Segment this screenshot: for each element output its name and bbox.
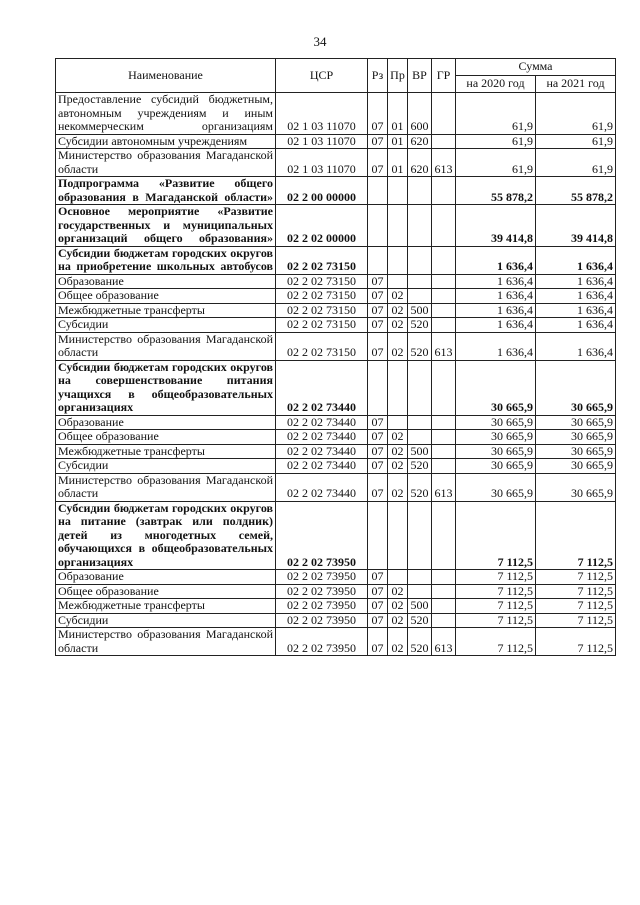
cell-csr: 02 2 02 73950 <box>276 570 368 585</box>
cell-sum-2021: 39 414,8 <box>536 205 616 247</box>
cell-csr: 02 2 02 73440 <box>276 473 368 501</box>
cell-sum-2021: 30 665,9 <box>536 473 616 501</box>
table-row <box>56 570 616 585</box>
cell-csr: 02 2 02 73150 <box>276 289 368 304</box>
cell-vr: 520 <box>408 613 432 628</box>
cell-sum-2021: 1 636,4 <box>536 289 616 304</box>
cell-vr <box>408 205 432 247</box>
cell-sum-2020: 61,9 <box>456 134 536 149</box>
cell-sum-2020: 7 112,5 <box>456 599 536 614</box>
table-row <box>56 177 616 205</box>
cell-rz: 07 <box>368 459 388 474</box>
cell-name: Подпрограмма «Развитие общего образования в Магаданской области» <box>56 177 276 205</box>
cell-sum-2021: 55 878,2 <box>536 177 616 205</box>
cell-vr <box>408 430 432 445</box>
cell-gr <box>432 177 456 205</box>
cell-pr: 02 <box>388 613 408 628</box>
cell-sum-2020: 30 665,9 <box>456 415 536 430</box>
cell-sum-2021: 7 112,5 <box>536 628 616 656</box>
cell-sum-2020: 1 636,4 <box>456 332 536 360</box>
cell-rz <box>368 177 388 205</box>
cell-pr: 02 <box>388 289 408 304</box>
table-row <box>56 134 616 149</box>
cell-sum-2020: 1 636,4 <box>456 289 536 304</box>
cell-vr <box>408 360 432 415</box>
cell-gr <box>432 303 456 318</box>
table-row <box>56 360 616 415</box>
cell-gr <box>432 584 456 599</box>
cell-name: Субсидии бюджетам городских округов на совершенствование питания учащихся в общеобразовательных организациях <box>56 360 276 415</box>
cell-pr: 02 <box>388 318 408 333</box>
cell-pr: 01 <box>388 93 408 135</box>
header-year-2020: на 2020 год <box>456 76 536 93</box>
cell-sum-2021: 30 665,9 <box>536 360 616 415</box>
cell-rz: 07 <box>368 444 388 459</box>
header-year-2021: на 2021 год <box>536 76 616 93</box>
cell-rz: 07 <box>368 289 388 304</box>
cell-csr: 02 2 02 73950 <box>276 501 368 570</box>
cell-vr: 520 <box>408 473 432 501</box>
budget-table <box>55 58 616 656</box>
cell-name: Общее образование <box>56 430 276 445</box>
cell-csr: 02 2 02 73150 <box>276 332 368 360</box>
cell-pr <box>388 501 408 570</box>
cell-pr <box>388 177 408 205</box>
cell-pr: 02 <box>388 473 408 501</box>
cell-sum-2020: 1 636,4 <box>456 274 536 289</box>
cell-sum-2021: 30 665,9 <box>536 415 616 430</box>
cell-rz: 07 <box>368 149 388 177</box>
cell-sum-2020: 7 112,5 <box>456 628 536 656</box>
cell-csr: 02 2 02 73440 <box>276 444 368 459</box>
cell-gr <box>432 274 456 289</box>
cell-gr <box>432 93 456 135</box>
header-sum: Сумма <box>456 59 616 76</box>
cell-rz: 07 <box>368 570 388 585</box>
cell-vr <box>408 246 432 274</box>
cell-vr: 520 <box>408 459 432 474</box>
cell-sum-2021: 1 636,4 <box>536 274 616 289</box>
cell-gr <box>432 613 456 628</box>
cell-gr: 613 <box>432 473 456 501</box>
cell-pr: 02 <box>388 584 408 599</box>
cell-pr <box>388 246 408 274</box>
cell-name: Субсидии <box>56 613 276 628</box>
cell-sum-2021: 7 112,5 <box>536 613 616 628</box>
cell-rz: 07 <box>368 613 388 628</box>
table-row <box>56 289 616 304</box>
cell-name: Основное мероприятие «Развитие государственных и муниципальных организаций общего образования» <box>56 205 276 247</box>
cell-vr: 620 <box>408 134 432 149</box>
cell-pr <box>388 415 408 430</box>
cell-gr <box>432 570 456 585</box>
cell-rz: 07 <box>368 332 388 360</box>
cell-sum-2021: 30 665,9 <box>536 444 616 459</box>
table-row <box>56 501 616 570</box>
cell-pr: 01 <box>388 149 408 177</box>
cell-name: Субсидии бюджетам городских округов на приобретение школьных автобусов <box>56 246 276 274</box>
cell-sum-2020: 30 665,9 <box>456 430 536 445</box>
cell-vr <box>408 177 432 205</box>
cell-name: Министерство образования Магаданской области <box>56 628 276 656</box>
cell-vr: 500 <box>408 599 432 614</box>
cell-pr <box>388 274 408 289</box>
cell-gr <box>432 430 456 445</box>
cell-vr <box>408 501 432 570</box>
cell-rz: 07 <box>368 599 388 614</box>
cell-csr: 02 2 02 73150 <box>276 303 368 318</box>
cell-sum-2020: 30 665,9 <box>456 459 536 474</box>
cell-csr: 02 2 02 00000 <box>276 205 368 247</box>
cell-vr: 520 <box>408 318 432 333</box>
table-row <box>56 303 616 318</box>
cell-name: Общее образование <box>56 584 276 599</box>
table-row <box>56 613 616 628</box>
cell-csr: 02 2 02 73150 <box>276 318 368 333</box>
cell-sum-2020: 7 112,5 <box>456 570 536 585</box>
cell-sum-2021: 7 112,5 <box>536 599 616 614</box>
cell-pr <box>388 570 408 585</box>
cell-sum-2021: 61,9 <box>536 134 616 149</box>
cell-sum-2021: 1 636,4 <box>536 318 616 333</box>
table-row <box>56 599 616 614</box>
table-body <box>56 93 616 656</box>
cell-name: Министерство образования Магаданской области <box>56 473 276 501</box>
cell-gr <box>432 501 456 570</box>
cell-gr <box>432 599 456 614</box>
cell-sum-2020: 39 414,8 <box>456 205 536 247</box>
cell-gr: 613 <box>432 628 456 656</box>
cell-name: Образование <box>56 570 276 585</box>
cell-name: Субсидии бюджетам городских округов на питание (завтрак или полдник) детей из многодетных семей, обучающихся в общеобразовательных организациях <box>56 501 276 570</box>
cell-sum-2020: 61,9 <box>456 93 536 135</box>
cell-rz: 07 <box>368 628 388 656</box>
cell-vr: 520 <box>408 332 432 360</box>
table-row <box>56 473 616 501</box>
cell-sum-2020: 30 665,9 <box>456 360 536 415</box>
cell-name: Министерство образования Магаданской области <box>56 332 276 360</box>
cell-csr: 02 2 02 73440 <box>276 430 368 445</box>
header-pr: Пр <box>388 59 408 93</box>
cell-name: Общее образование <box>56 289 276 304</box>
cell-sum-2021: 30 665,9 <box>536 430 616 445</box>
cell-csr: 02 2 02 73950 <box>276 584 368 599</box>
cell-rz <box>368 360 388 415</box>
cell-name: Предоставление субсидий бюджетным, автономным учреждениям и иным некоммерческим организациям <box>56 93 276 135</box>
cell-rz: 07 <box>368 430 388 445</box>
cell-sum-2020: 7 112,5 <box>456 584 536 599</box>
cell-vr: 620 <box>408 149 432 177</box>
cell-gr: 613 <box>432 332 456 360</box>
cell-name: Межбюджетные трансферты <box>56 444 276 459</box>
cell-csr: 02 2 02 73950 <box>276 628 368 656</box>
cell-pr: 02 <box>388 444 408 459</box>
cell-gr <box>432 134 456 149</box>
cell-pr <box>388 360 408 415</box>
cell-sum-2021: 30 665,9 <box>536 459 616 474</box>
cell-vr <box>408 415 432 430</box>
cell-pr: 02 <box>388 332 408 360</box>
cell-vr <box>408 274 432 289</box>
cell-pr: 02 <box>388 628 408 656</box>
cell-sum-2021: 1 636,4 <box>536 246 616 274</box>
cell-name: Межбюджетные трансферты <box>56 599 276 614</box>
table-row <box>56 93 616 135</box>
cell-name: Межбюджетные трансферты <box>56 303 276 318</box>
table-row <box>56 444 616 459</box>
cell-gr <box>432 289 456 304</box>
cell-csr: 02 1 03 11070 <box>276 93 368 135</box>
cell-sum-2021: 61,9 <box>536 93 616 135</box>
cell-sum-2020: 61,9 <box>456 149 536 177</box>
cell-rz: 07 <box>368 93 388 135</box>
cell-sum-2020: 55 878,2 <box>456 177 536 205</box>
cell-vr: 520 <box>408 628 432 656</box>
cell-name: Министерство образования Магаданской области <box>56 149 276 177</box>
cell-sum-2020: 7 112,5 <box>456 501 536 570</box>
header-rz: Рз <box>368 59 388 93</box>
cell-rz: 07 <box>368 584 388 599</box>
table-row <box>56 459 616 474</box>
table-row <box>56 584 616 599</box>
header-name: Наименование <box>56 59 276 93</box>
cell-rz <box>368 205 388 247</box>
cell-csr: 02 2 02 73440 <box>276 415 368 430</box>
cell-name: Образование <box>56 415 276 430</box>
cell-csr: 02 2 02 73150 <box>276 274 368 289</box>
cell-sum-2021: 7 112,5 <box>536 584 616 599</box>
table-row <box>56 246 616 274</box>
cell-csr: 02 2 02 73950 <box>276 599 368 614</box>
table-row <box>56 415 616 430</box>
cell-gr: 613 <box>432 149 456 177</box>
cell-sum-2021: 7 112,5 <box>536 501 616 570</box>
cell-name: Субсидии автономным учреждениям <box>56 134 276 149</box>
cell-rz <box>368 246 388 274</box>
header-gr: ГР <box>432 59 456 93</box>
cell-csr: 02 2 02 73440 <box>276 360 368 415</box>
table-row <box>56 628 616 656</box>
cell-rz: 07 <box>368 318 388 333</box>
cell-csr: 02 2 02 73950 <box>276 613 368 628</box>
cell-gr <box>432 459 456 474</box>
cell-name: Субсидии <box>56 459 276 474</box>
table-row <box>56 274 616 289</box>
table-row <box>56 205 616 247</box>
cell-name: Субсидии <box>56 318 276 333</box>
cell-pr: 02 <box>388 430 408 445</box>
cell-vr: 500 <box>408 444 432 459</box>
cell-rz: 07 <box>368 134 388 149</box>
cell-csr: 02 1 03 11070 <box>276 149 368 177</box>
cell-rz: 07 <box>368 473 388 501</box>
cell-sum-2021: 61,9 <box>536 149 616 177</box>
cell-vr <box>408 584 432 599</box>
header-csr: ЦСР <box>276 59 368 93</box>
cell-gr <box>432 415 456 430</box>
cell-pr: 02 <box>388 303 408 318</box>
cell-sum-2020: 7 112,5 <box>456 613 536 628</box>
cell-rz: 07 <box>368 274 388 289</box>
table-row <box>56 149 616 177</box>
cell-rz <box>368 501 388 570</box>
cell-pr: 02 <box>388 599 408 614</box>
cell-gr <box>432 360 456 415</box>
cell-pr: 02 <box>388 459 408 474</box>
cell-sum-2020: 30 665,9 <box>456 473 536 501</box>
cell-sum-2020: 1 636,4 <box>456 246 536 274</box>
table-row <box>56 332 616 360</box>
cell-csr: 02 2 00 00000 <box>276 177 368 205</box>
header-vr: ВР <box>408 59 432 93</box>
cell-pr <box>388 205 408 247</box>
cell-vr: 500 <box>408 303 432 318</box>
cell-sum-2021: 1 636,4 <box>536 332 616 360</box>
cell-csr: 02 2 02 73440 <box>276 459 368 474</box>
cell-csr: 02 2 02 73150 <box>276 246 368 274</box>
cell-rz: 07 <box>368 415 388 430</box>
cell-gr <box>432 318 456 333</box>
cell-sum-2020: 1 636,4 <box>456 318 536 333</box>
cell-vr <box>408 289 432 304</box>
cell-gr <box>432 444 456 459</box>
table-row <box>56 430 616 445</box>
cell-name: Образование <box>56 274 276 289</box>
cell-csr: 02 1 03 11070 <box>276 134 368 149</box>
cell-sum-2021: 7 112,5 <box>536 570 616 585</box>
cell-sum-2020: 30 665,9 <box>456 444 536 459</box>
cell-gr <box>432 246 456 274</box>
cell-sum-2020: 1 636,4 <box>456 303 536 318</box>
page-number: 34 <box>313 34 327 49</box>
cell-rz: 07 <box>368 303 388 318</box>
cell-vr: 600 <box>408 93 432 135</box>
cell-pr: 01 <box>388 134 408 149</box>
cell-gr <box>432 205 456 247</box>
cell-sum-2021: 1 636,4 <box>536 303 616 318</box>
cell-vr <box>408 570 432 585</box>
table-row <box>56 318 616 333</box>
